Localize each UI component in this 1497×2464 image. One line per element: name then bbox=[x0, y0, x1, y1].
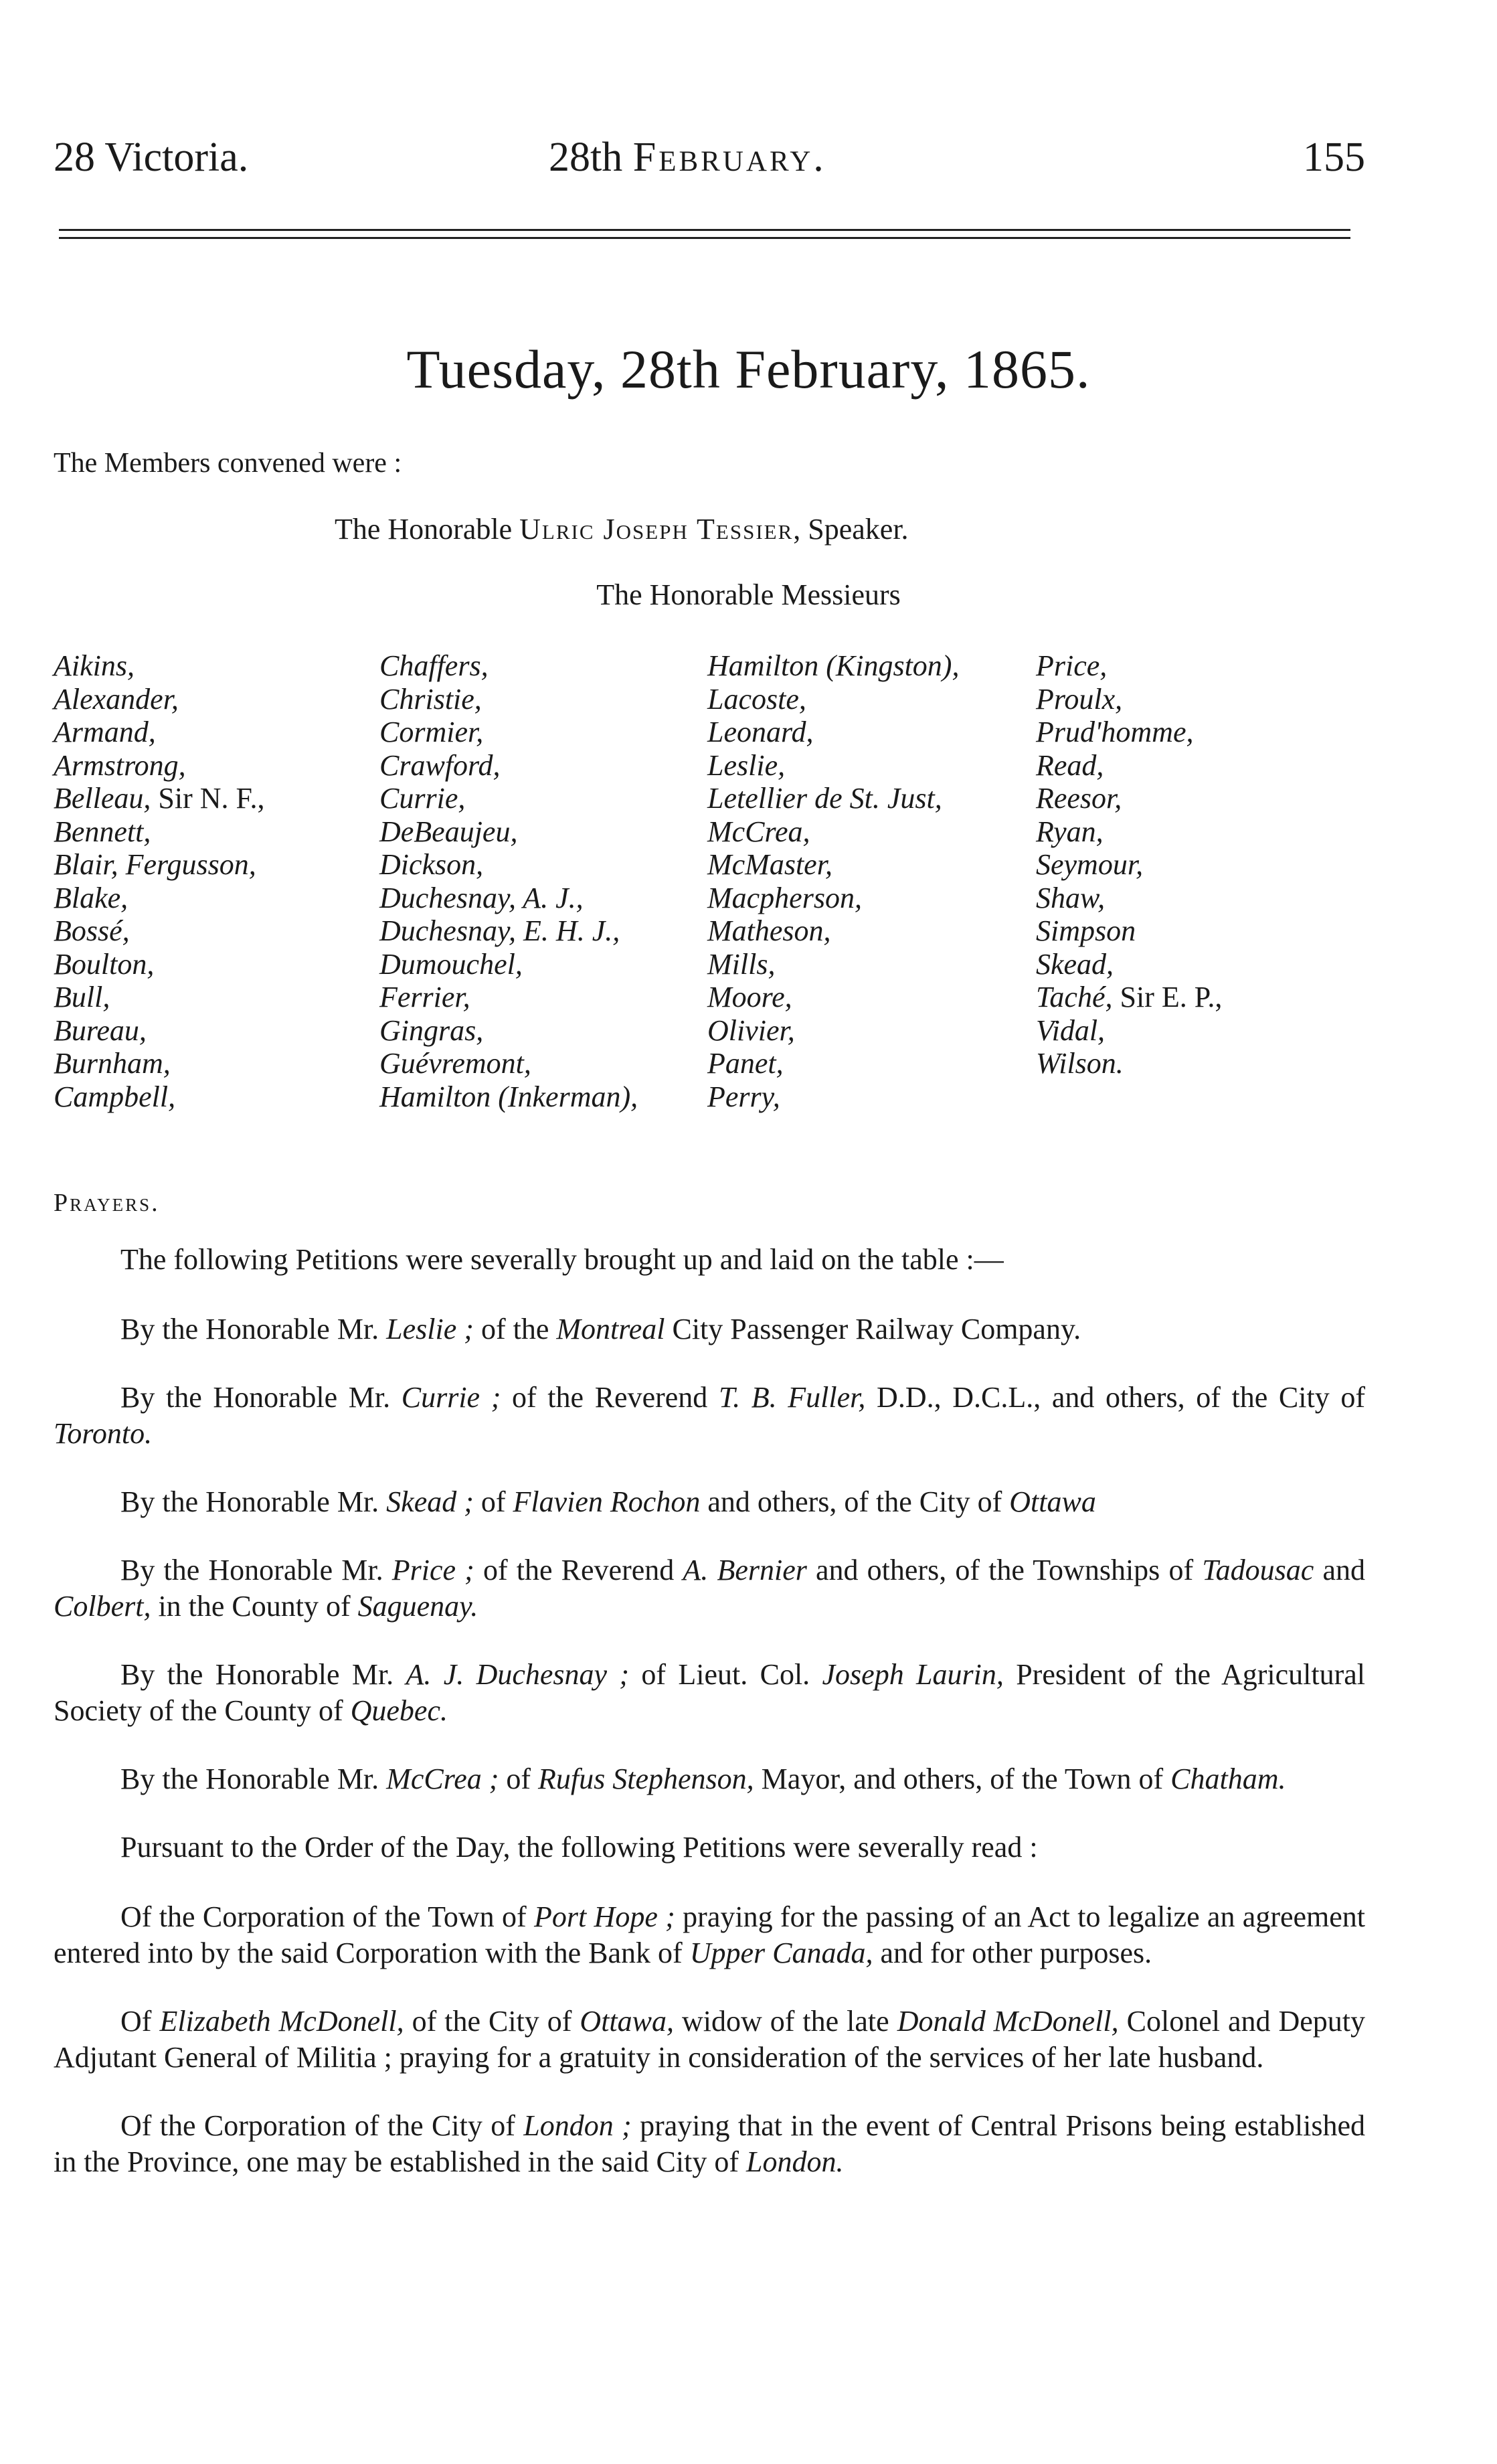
member-surname: Vidal, bbox=[1036, 1013, 1106, 1047]
member-surname: Aikins, bbox=[54, 649, 135, 682]
header-regnal-year: 28 Victoria. bbox=[54, 135, 249, 180]
italic-run: A. Bernier bbox=[683, 1554, 807, 1586]
member-name: Olivier, bbox=[707, 1013, 795, 1047]
italic-run: Tadousac bbox=[1202, 1554, 1314, 1586]
member-name: Duchesnay, A. J., bbox=[379, 881, 584, 914]
member-name: Chaffers, bbox=[379, 649, 489, 682]
member-name: DeBeaujeu, bbox=[379, 815, 518, 848]
member-name bbox=[54, 782, 264, 815]
italic-run: Ottawa, bbox=[580, 2005, 674, 2038]
member-name bbox=[1036, 782, 1222, 815]
italic-run: Port Hope ; bbox=[533, 1900, 675, 1933]
member-name: Cormier, bbox=[379, 716, 484, 748]
member-name bbox=[1036, 683, 1222, 716]
member-name: Dickson, bbox=[379, 848, 484, 881]
petition-paragraph bbox=[54, 1899, 1365, 1971]
italic-run: Ottawa bbox=[1009, 1485, 1096, 1518]
petition-paragraph bbox=[54, 1552, 1365, 1625]
member-name: Panet, bbox=[707, 1047, 784, 1080]
header-rule-top bbox=[59, 229, 1350, 231]
italic-run: Joseph Laurin, bbox=[822, 1658, 1004, 1691]
member-name bbox=[1036, 1047, 1222, 1080]
petition-paragraph bbox=[54, 1484, 1365, 1520]
member-name bbox=[54, 948, 264, 981]
text-run: and bbox=[1314, 1554, 1366, 1586]
prayers-heading: Prayers. bbox=[54, 1189, 160, 1217]
members-column-2 bbox=[379, 649, 638, 1113]
text-run: By the Honorable Mr. bbox=[120, 1313, 387, 1345]
text-run: Of the Corporation of the City of bbox=[120, 2109, 524, 2142]
member-surname: Proulx, bbox=[1036, 682, 1123, 716]
petitions-presented bbox=[54, 1311, 1365, 1797]
text-run: Colonel and Deputy Adjutant General of Militia ; praying for a gratuity in consideration of the services of her late husband. bbox=[54, 2005, 1366, 2074]
header-rule-bottom bbox=[59, 237, 1350, 239]
italic-run: McCrea ; bbox=[386, 1762, 499, 1795]
italic-run: Toronto. bbox=[54, 1417, 153, 1450]
speaker-name: Ulric Joseph Tessier bbox=[519, 513, 794, 546]
member-surname: Bureau, bbox=[54, 1013, 147, 1047]
member-name bbox=[54, 1047, 264, 1080]
member-surname: Blake, bbox=[54, 881, 128, 914]
speaker-prefix: The Honorable bbox=[335, 513, 520, 546]
member-name: Christie, bbox=[379, 682, 482, 716]
petition-paragraph bbox=[54, 1657, 1365, 1729]
text-run: of bbox=[473, 1485, 513, 1518]
member-name bbox=[1036, 948, 1222, 981]
text-run: By the Honorable Mr. bbox=[120, 1554, 392, 1586]
member-surname: Reesor, bbox=[1036, 782, 1122, 815]
italic-run: Upper Canada, bbox=[689, 1937, 873, 1969]
text-run: and others, of the Townships of bbox=[806, 1554, 1203, 1586]
member-name: McMaster, bbox=[707, 848, 832, 881]
member-surname: Alexander, bbox=[54, 682, 179, 716]
member-name bbox=[1036, 1014, 1222, 1048]
italic-run: Montreal bbox=[556, 1313, 665, 1345]
text-run: City Passenger Railway Company. bbox=[665, 1313, 1081, 1345]
text-run: and for other purposes. bbox=[873, 1937, 1152, 1969]
member-name bbox=[54, 683, 264, 716]
member-name: Currie, bbox=[379, 782, 466, 815]
text-run: of the City of bbox=[404, 2005, 580, 2038]
text-run: Of bbox=[120, 2005, 160, 2038]
text-run: of the Reverend bbox=[474, 1554, 683, 1586]
member-surname: Campbell, bbox=[54, 1080, 176, 1113]
member-surname: Bossé, bbox=[54, 914, 130, 947]
italic-run: T. B. Fuller, bbox=[718, 1381, 866, 1414]
member-surname: Ryan, bbox=[1036, 815, 1104, 848]
italic-run: Flavien Rochon bbox=[513, 1485, 701, 1518]
text-run: of the bbox=[473, 1313, 557, 1345]
member-name bbox=[54, 649, 264, 683]
text-run: By the Honorable Mr. bbox=[120, 1762, 387, 1795]
member-name bbox=[1036, 716, 1222, 749]
member-name: Matheson, bbox=[707, 914, 831, 947]
member-surname: Belleau, bbox=[54, 782, 151, 815]
text-run: Of the Corporation of the Town of bbox=[120, 1900, 534, 1933]
text-run: President of the Agricultural Society of the County of bbox=[54, 1658, 1365, 1727]
member-name: Crawford, bbox=[379, 748, 501, 782]
petition-paragraph bbox=[54, 1311, 1365, 1347]
page-number: 155 bbox=[1303, 135, 1365, 180]
italic-run: Donald McDonell, bbox=[897, 2005, 1119, 2038]
member-name: McCrea, bbox=[707, 815, 810, 848]
member-name: Perry, bbox=[707, 1080, 780, 1113]
speaker-line bbox=[335, 512, 909, 546]
text-run: widow of the late bbox=[674, 2005, 897, 2038]
text-run: of the Reverend bbox=[501, 1381, 719, 1414]
text-run: praying for the passing of an Act to legalize an agreement entered into by the said Corporation with the Bank of bbox=[54, 1900, 1366, 1969]
member-name: Ferrier, bbox=[379, 981, 470, 1013]
member-name: Mills, bbox=[707, 947, 776, 981]
member-name bbox=[54, 815, 264, 849]
members-column-3 bbox=[707, 649, 959, 1113]
member-surname: Shaw, bbox=[1036, 881, 1106, 914]
member-name: Leonard, bbox=[707, 716, 814, 748]
petition-paragraph bbox=[54, 1380, 1365, 1452]
italic-run: Saguenay. bbox=[357, 1590, 478, 1623]
member-surname: Burnham, bbox=[54, 1047, 171, 1080]
italic-run: Rufus Stephenson, bbox=[538, 1762, 754, 1795]
member-name bbox=[1036, 981, 1222, 1014]
member-surname: Boulton, bbox=[54, 947, 155, 981]
text-run: of bbox=[499, 1762, 539, 1795]
members-convened-line: The Members convened were : bbox=[54, 448, 402, 479]
member-name: Gingras, bbox=[379, 1013, 484, 1047]
italic-run: Price ; bbox=[391, 1554, 474, 1586]
member-surname: Wilson. bbox=[1036, 1047, 1124, 1080]
member-title: Sir E. P., bbox=[1112, 981, 1223, 1013]
member-name bbox=[1036, 749, 1222, 783]
member-name: Hamilton (Kingston), bbox=[707, 649, 960, 682]
member-surname: Read, bbox=[1036, 748, 1104, 782]
sitting-date-heading: Tuesday, 28th February, 1865. bbox=[406, 339, 1091, 400]
messieurs-line: The Honorable Messieurs bbox=[596, 578, 901, 611]
petition-paragraph bbox=[54, 2108, 1365, 2180]
member-name bbox=[54, 1014, 264, 1048]
member-name bbox=[54, 981, 264, 1014]
member-name bbox=[1036, 882, 1222, 915]
member-surname: Armstrong, bbox=[54, 748, 186, 782]
member-name bbox=[54, 1080, 264, 1114]
italic-run: Currie ; bbox=[401, 1381, 501, 1414]
text-run: By the Honorable Mr. bbox=[120, 1381, 402, 1414]
member-name bbox=[54, 749, 264, 783]
member-name bbox=[54, 848, 264, 882]
member-surname: Seymour, bbox=[1036, 848, 1144, 881]
member-name bbox=[54, 914, 264, 948]
members-column-1 bbox=[54, 649, 264, 1113]
italic-run: London ; bbox=[523, 2109, 632, 2142]
member-surname: Price, bbox=[1036, 649, 1108, 682]
member-name: Duchesnay, E. H. J., bbox=[379, 914, 620, 947]
member-name: Moore, bbox=[707, 981, 792, 1013]
header-date bbox=[549, 134, 826, 181]
member-surname: Blair, Fergusson, bbox=[54, 848, 256, 881]
speaker-suffix: , Speaker. bbox=[793, 513, 909, 546]
italic-run: Skead ; bbox=[386, 1485, 474, 1518]
header-date-month: February. bbox=[632, 135, 826, 180]
member-title: Sir N. F., bbox=[151, 782, 265, 815]
italic-run: London. bbox=[746, 2145, 844, 2178]
italic-run: Chatham. bbox=[1170, 1762, 1286, 1795]
member-name bbox=[1036, 914, 1222, 948]
member-surname: Simpson bbox=[1036, 914, 1136, 947]
text-run: and others, of the City of bbox=[700, 1485, 1010, 1518]
member-surname: Skead, bbox=[1036, 947, 1114, 981]
member-name bbox=[1036, 848, 1222, 882]
text-run: By the Honorable Mr. bbox=[120, 1658, 406, 1691]
member-name bbox=[54, 716, 264, 749]
petitions-intro: The following Petitions were severally brought up and laid on the table :— bbox=[120, 1243, 1004, 1276]
italic-run: Quebec. bbox=[350, 1694, 448, 1727]
member-name: Guévremont, bbox=[379, 1047, 531, 1080]
italic-run: Elizabeth McDonell, bbox=[159, 2005, 404, 2038]
member-name bbox=[1036, 649, 1222, 683]
proceedings-body bbox=[54, 1242, 1365, 2212]
text-run: praying that in the event of Central Prisons being established in the Province, one may be established in the said City of bbox=[54, 2109, 1366, 2178]
text-run: in the County of bbox=[151, 1590, 358, 1623]
header-date-day: 28th bbox=[549, 135, 633, 180]
member-surname: Armand, bbox=[54, 716, 156, 748]
member-name bbox=[54, 882, 264, 915]
text-run: D.D., D.C.L., and others, of the City of bbox=[865, 1381, 1365, 1414]
member-surname: Bull, bbox=[54, 981, 110, 1013]
petition-paragraph bbox=[54, 2003, 1365, 2076]
member-name: Leslie, bbox=[707, 748, 786, 782]
member-name: Macpherson, bbox=[707, 881, 862, 914]
petitions-read bbox=[54, 1899, 1365, 2180]
running-header bbox=[54, 134, 1365, 194]
member-name bbox=[1036, 815, 1222, 849]
members-column-4 bbox=[1036, 649, 1222, 1080]
text-run: By the Honorable Mr. bbox=[120, 1485, 387, 1518]
member-surname: Prud'homme, bbox=[1036, 716, 1194, 748]
member-name: Lacoste, bbox=[707, 682, 806, 716]
member-name: Dumouchel, bbox=[379, 947, 523, 981]
text-run: Mayor, and others, of the Town of bbox=[754, 1762, 1171, 1795]
italic-run: A. J. Duchesnay ; bbox=[406, 1658, 630, 1691]
member-surname: Bennett, bbox=[54, 815, 151, 848]
member-name: Hamilton (Inkerman), bbox=[379, 1080, 638, 1113]
read-intro: Pursuant to the Order of the Day, the following Petitions were severally read : bbox=[120, 1831, 1038, 1864]
text-run: of Lieut. Col. bbox=[629, 1658, 822, 1691]
member-surname: Taché, bbox=[1036, 981, 1113, 1013]
petition-paragraph bbox=[54, 1761, 1365, 1797]
member-name: Letellier de St. Just, bbox=[707, 782, 942, 815]
italic-run: Colbert, bbox=[54, 1590, 151, 1623]
italic-run: Leslie ; bbox=[386, 1313, 474, 1345]
